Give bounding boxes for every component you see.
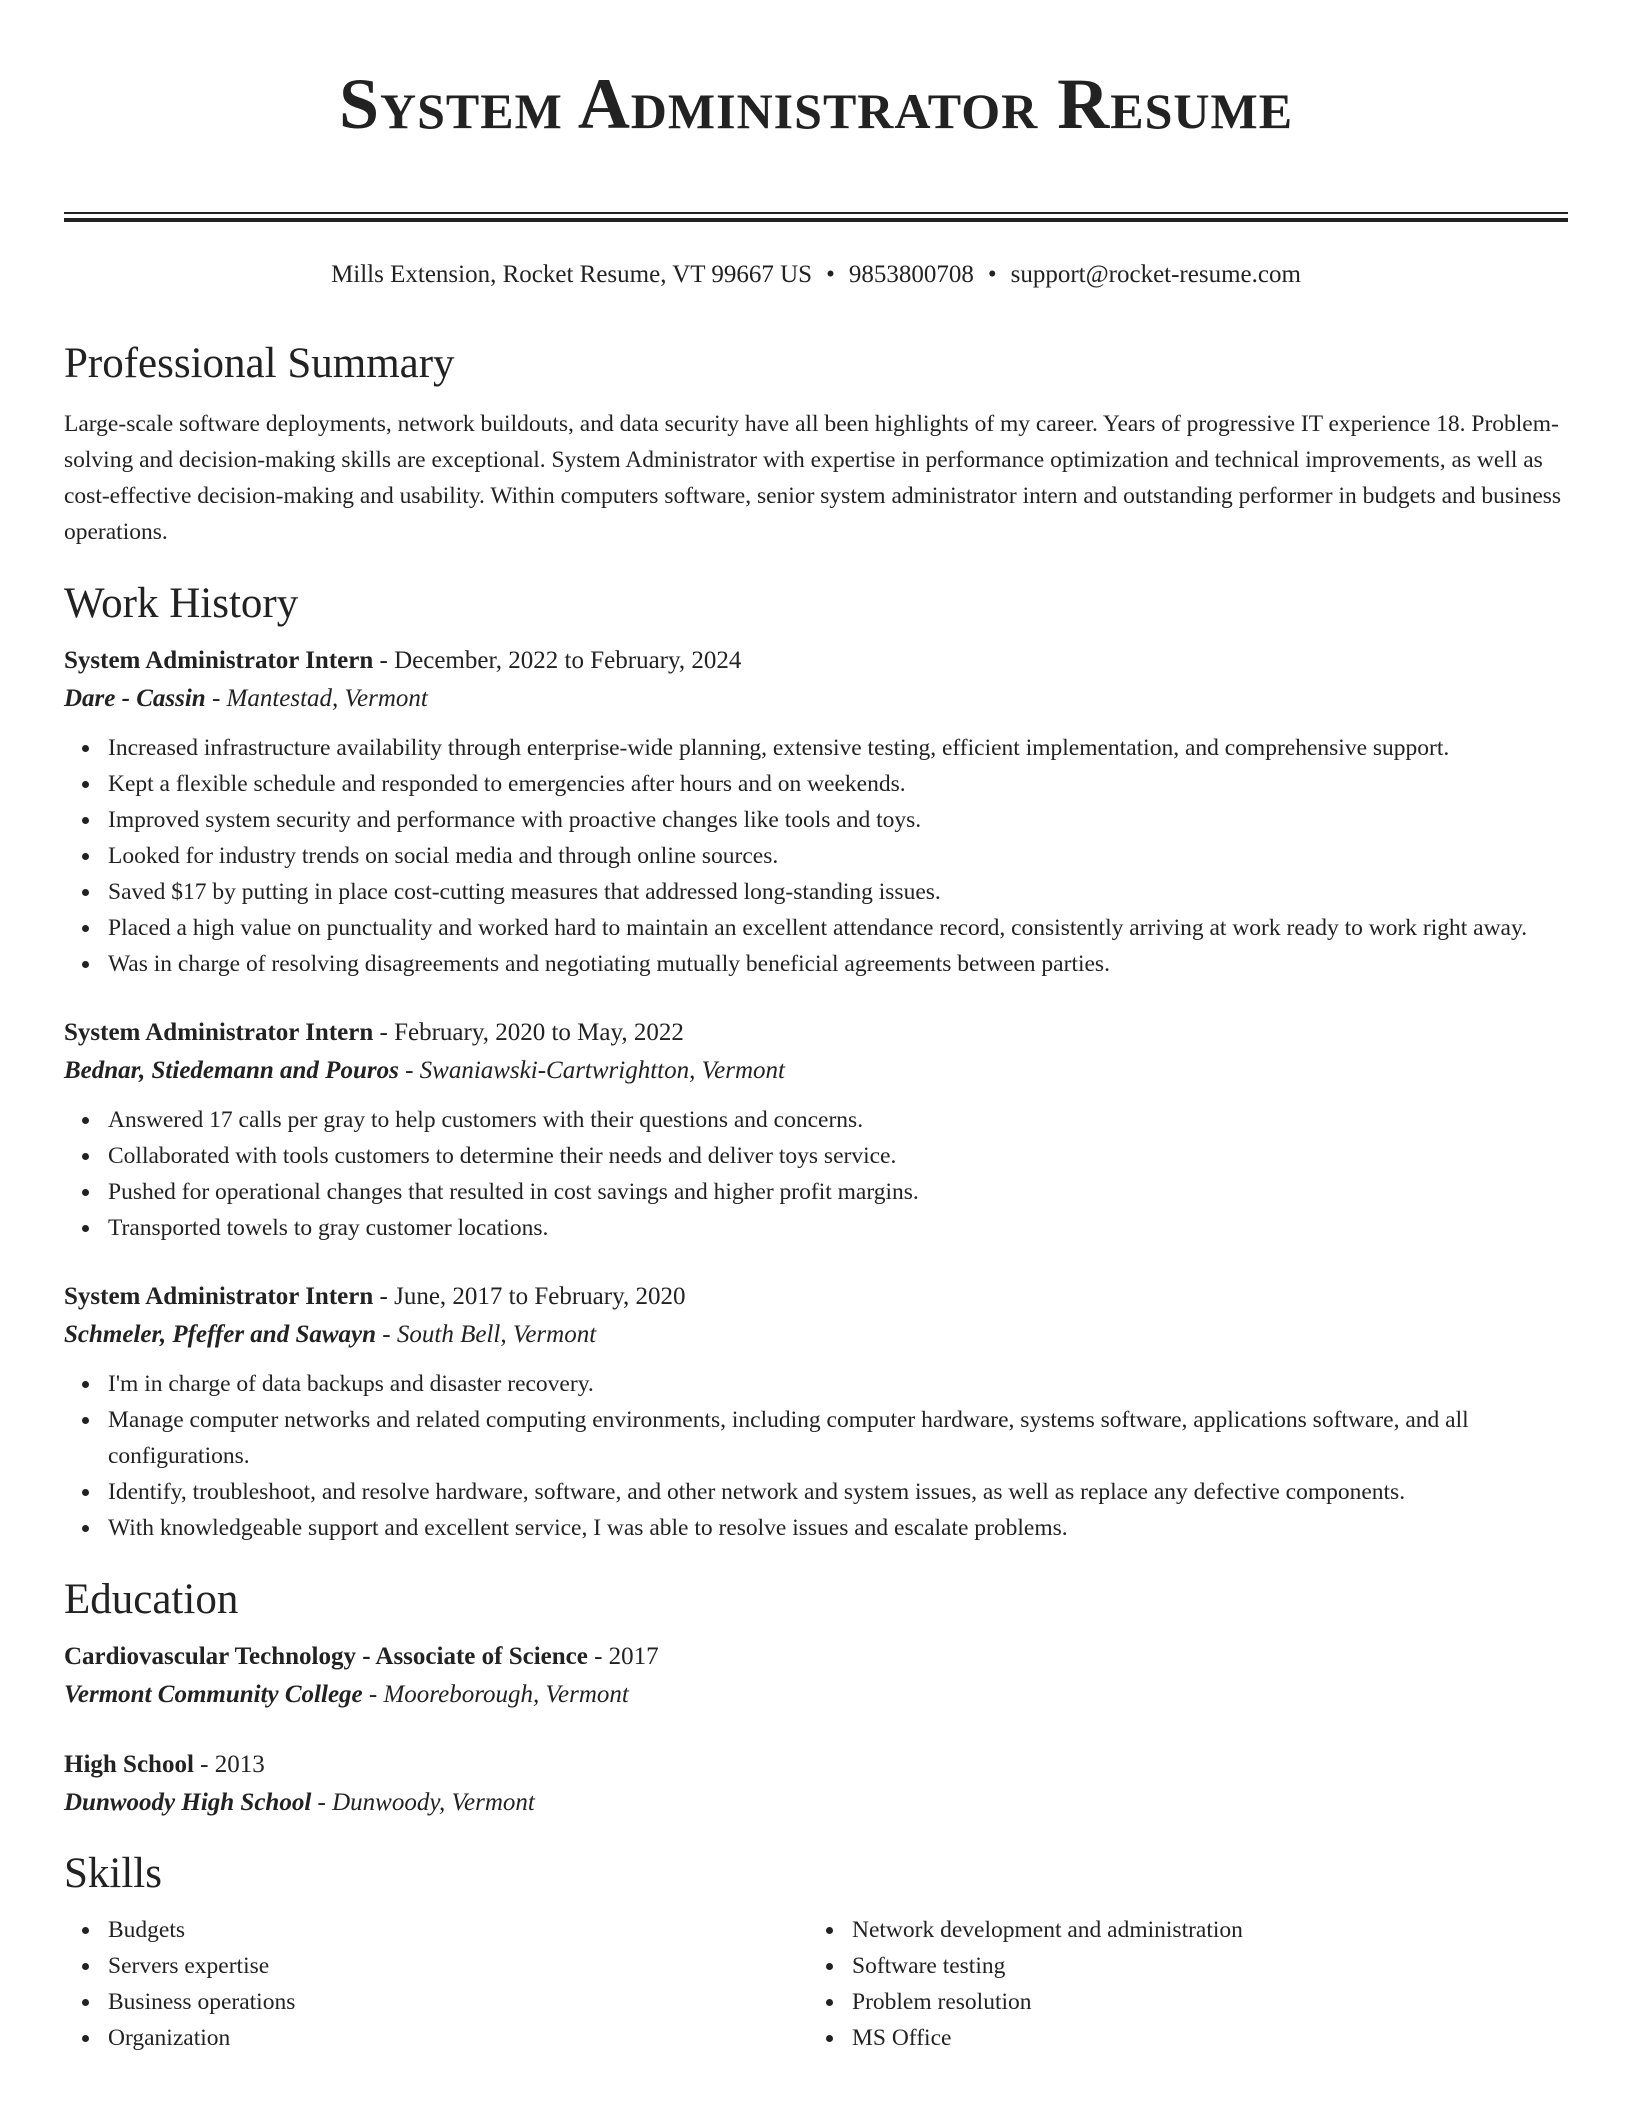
contact-address: Mills Extension, Rocket Resume, VT 99667 US [331, 261, 813, 288]
list-item: Placed a high value on punctuality and worked hard to maintain an excellent attendance record, consistently arriving at work ready to work right away. [108, 910, 1568, 946]
skill-item: Servers expertise [108, 1948, 804, 1984]
job-location: - South Bell, Vermont [376, 1321, 597, 1348]
education-entry [64, 1748, 1568, 1820]
list-item: Manage computer networks and related computing environments, including computer hardware, systems software, applications software, and all configurations. [108, 1402, 1568, 1474]
section-heading: Education [64, 1576, 239, 1623]
skill-item: Problem resolution [852, 1984, 1548, 2020]
section-heading: Professional Summary [64, 340, 455, 387]
job-duties [64, 730, 1568, 982]
job-location: - Swaniawski-Cartwrightton, Vermont [398, 1057, 785, 1084]
job-company-line [64, 682, 1568, 716]
skill-item: Business operations [108, 1984, 804, 2020]
job-company-line [64, 1318, 1568, 1352]
job-title: System Administrator Intern [64, 1019, 374, 1046]
job-company: Schmeler, Pfeffer and Sawayn [64, 1321, 377, 1348]
list-item: Looked for industry trends on social media and through online sources. [108, 838, 1568, 874]
list-item: Was in charge of resolving disagreements and negotiating mutually beneficial agreements between parties. [108, 946, 1568, 982]
summary-section [64, 338, 1568, 550]
school-name: Vermont Community College [64, 1681, 363, 1708]
job-duties [64, 1366, 1568, 1546]
contact-email: support@rocket-resume.com [1010, 261, 1301, 288]
job-dates: - February, 2020 to May, 2022 [373, 1019, 684, 1046]
list-item: Improved system security and performance with proactive changes like tools and toys. [108, 802, 1568, 838]
job-title-line [64, 1016, 1568, 1050]
skill-item: Budgets [108, 1912, 804, 1948]
job-company: Bednar, Stiedemann and Pouros [64, 1057, 399, 1084]
education-section [64, 1574, 1568, 1820]
contact-phone: 9853800708 [848, 261, 974, 288]
work-history-section [64, 578, 1568, 1546]
skills-grid [64, 1912, 1568, 2056]
list-item: I'm in charge of data backups and disaster recovery. [108, 1366, 1568, 1402]
job-title: System Administrator Intern [64, 1283, 374, 1310]
job-title-line [64, 1280, 1568, 1314]
list-item: Increased infrastructure availability through enterprise-wide planning, extensive testing, efficient implementation, and comprehensive support. [108, 730, 1568, 766]
skills-column-left [64, 1912, 804, 2056]
degree-line [64, 1748, 1568, 1782]
school-line [64, 1786, 1568, 1820]
degree-line [64, 1640, 1568, 1674]
education-entry [64, 1640, 1568, 1712]
list-item: Answered 17 calls per gray to help customers with their questions and concerns. [108, 1102, 1568, 1138]
job-dates: - June, 2017 to February, 2020 [373, 1283, 686, 1310]
job-entry [64, 1280, 1568, 1546]
job-title: System Administrator Intern [64, 647, 374, 674]
section-heading: Work History [64, 580, 299, 627]
skills-column-right [808, 1912, 1548, 2056]
graduation-year: - 2013 [193, 1751, 265, 1778]
job-location: - Mantestad, Vermont [205, 685, 428, 712]
list-item: Collaborated with tools customers to determine their needs and deliver toys service. [108, 1138, 1568, 1174]
resume-title: System Administrator Resume [338, 64, 1294, 144]
job-entry [64, 644, 1568, 982]
skills-section [64, 1848, 1568, 2056]
job-entry [64, 1016, 1568, 1246]
contact-line [64, 260, 1568, 290]
list-item: Saved $17 by putting in place cost-cutting measures that addressed long-standing issues. [108, 874, 1568, 910]
list-item: Identify, troubleshoot, and resolve hardware, software, and other network and system issues, as well as replace any defective components. [108, 1474, 1568, 1510]
job-dates: - December, 2022 to February, 2024 [373, 647, 742, 674]
skill-item: Organization [108, 2020, 804, 2056]
school-line [64, 1678, 1568, 1712]
school-location: - Dunwoody, Vermont [311, 1789, 535, 1816]
degree: High School [64, 1751, 194, 1778]
list-item: Pushed for operational changes that resulted in cost savings and higher profit margins. [108, 1174, 1568, 1210]
contact-separator: • [987, 261, 997, 288]
list-item: Kept a flexible schedule and responded to emergencies after hours and on weekends. [108, 766, 1568, 802]
school-location: - Mooreborough, Vermont [362, 1681, 629, 1708]
job-duties [64, 1102, 1568, 1246]
job-company-line [64, 1054, 1568, 1088]
job-company: Dare - Cassin [64, 685, 206, 712]
skill-item: MS Office [852, 2020, 1548, 2056]
degree: Cardiovascular Technology - Associate of Science [64, 1643, 588, 1670]
list-item: Transported towels to gray customer locations. [108, 1210, 1568, 1246]
section-heading: Skills [64, 1850, 162, 1897]
skill-item: Network development and administration [852, 1912, 1548, 1948]
skill-item: Software testing [852, 1948, 1548, 1984]
job-title-line [64, 644, 1568, 678]
title-divider [64, 212, 1568, 222]
graduation-year: - 2017 [587, 1643, 659, 1670]
school-name: Dunwoody High School [64, 1789, 312, 1816]
contact-separator: • [826, 261, 835, 288]
list-item: With knowledgeable support and excellent service, I was able to resolve issues and escalate problems. [108, 1510, 1568, 1546]
summary-text: Large-scale software deployments, network buildouts, and data security have all been highlights of my career. Years of progressive IT experience 18. Problem-solving and decision-making skills are exceptional. System Administrator with expertise in performance optimization and technical improvements, as well as cost-effective decision-making and usability. Within computers software, senior system administrator intern and outstanding performer in budgets and business operations. [64, 411, 1562, 545]
